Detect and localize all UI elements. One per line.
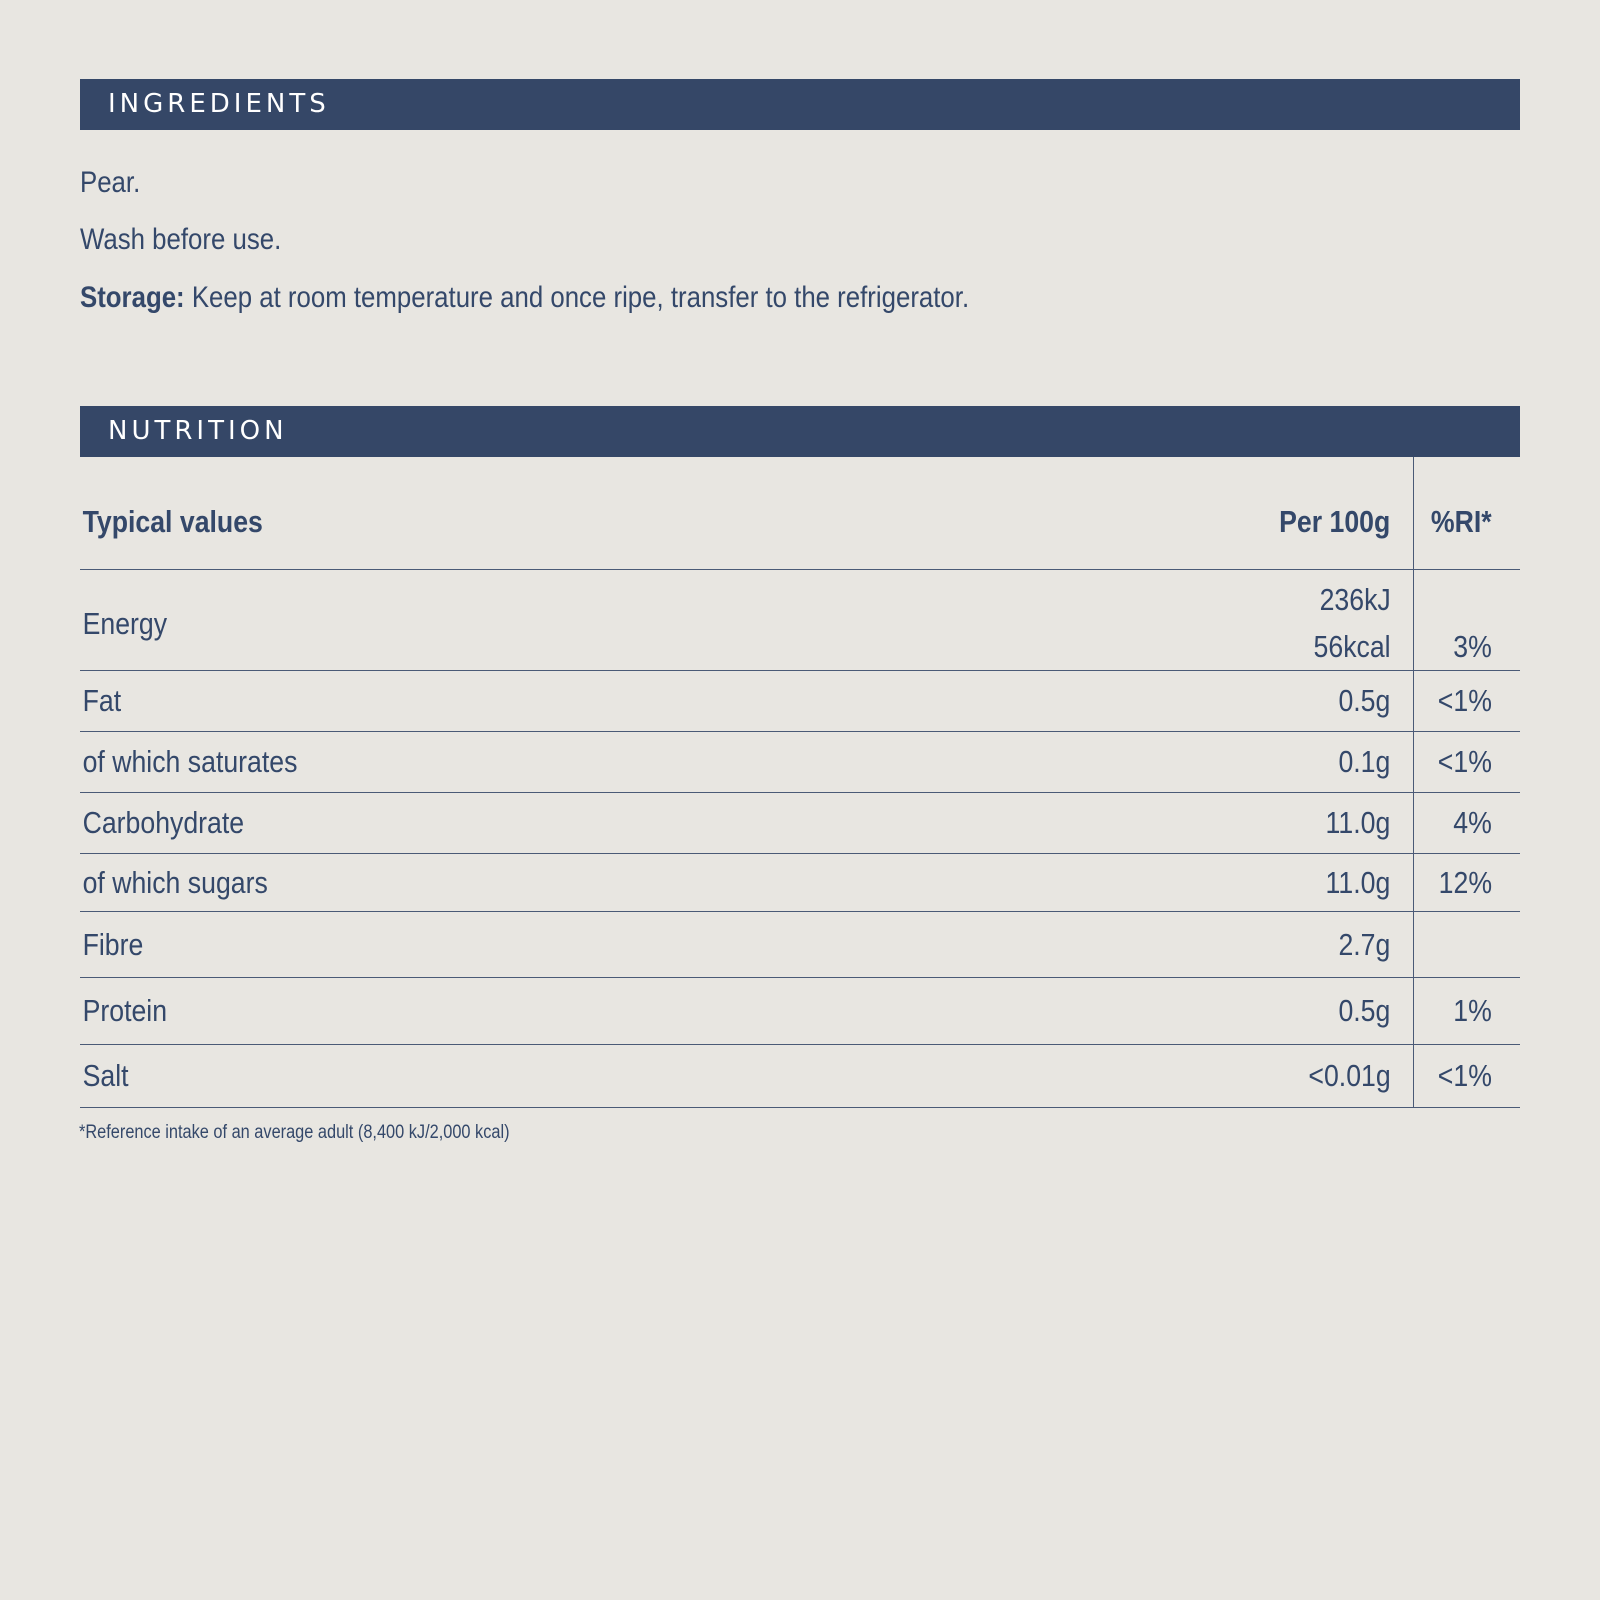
table-row-fibre <box>80 912 1520 978</box>
per-100g-value: 2.7g <box>1338 926 1391 962</box>
per-100g-value: 0.5g <box>1338 993 1391 1028</box>
energy-kj-value: 236kJ <box>1319 582 1391 617</box>
ri-value: 12% <box>1438 864 1492 900</box>
table-row-saturates <box>80 732 1520 793</box>
storage-label: Storage: <box>80 281 185 314</box>
nutrition-heading <box>80 406 1520 457</box>
ingredients-heading-text: INGREDIENTS <box>108 89 330 119</box>
ingredients-heading <box>80 79 1520 130</box>
column-header-per-100g: Per 100g <box>1279 504 1391 539</box>
nutrition-heading-text: NUTRITION <box>108 416 288 446</box>
ri-value: <1% <box>1437 1058 1492 1093</box>
row-label: Carbohydrate <box>82 805 245 840</box>
ri-value: 3% <box>1453 629 1492 664</box>
energy-kcal-value: 56kcal <box>1313 629 1391 664</box>
row-label: Energy <box>82 605 168 641</box>
ingredients-line: Pear. <box>80 166 141 199</box>
column-header-ri: %RI* <box>1431 504 1492 539</box>
row-label: of which saturates <box>82 744 298 779</box>
row-label: Protein <box>82 993 168 1028</box>
column-header-typical-values: Typical values <box>82 504 263 539</box>
ri-value: <1% <box>1437 744 1492 779</box>
table-row-energy <box>80 570 1520 671</box>
usage-instruction: Wash before use. <box>80 223 282 256</box>
table-row-fat <box>80 671 1520 732</box>
row-label: of which sugars <box>82 864 268 900</box>
per-100g-value: 11.0g <box>1325 805 1391 840</box>
table-header-row <box>80 457 1520 570</box>
ri-value: <1% <box>1437 683 1492 718</box>
table-row-sugars <box>80 854 1520 912</box>
ri-value: 1% <box>1453 993 1492 1028</box>
table-row-protein <box>80 978 1520 1045</box>
per-100g-value: <0.01g <box>1308 1058 1391 1093</box>
row-label: Fibre <box>82 926 144 962</box>
row-label: Fat <box>82 683 122 718</box>
table-row-carbohydrate <box>80 793 1520 854</box>
storage-instruction <box>80 281 969 315</box>
nutrition-table <box>80 457 1520 1108</box>
reference-intake-footnote: *Reference intake of an average adult (8,400 kJ/2,000 kcal) <box>79 1122 510 1143</box>
table-row-salt <box>80 1045 1520 1108</box>
per-100g-value: 11.0g <box>1325 864 1391 900</box>
row-label: Salt <box>82 1058 129 1093</box>
storage-text: Keep at room temperature and once ripe, transfer to the refrigerator. <box>184 281 970 314</box>
ri-value: 4% <box>1453 805 1492 840</box>
per-100g-value: 0.1g <box>1338 744 1391 779</box>
per-100g-value: 0.5g <box>1338 683 1391 718</box>
